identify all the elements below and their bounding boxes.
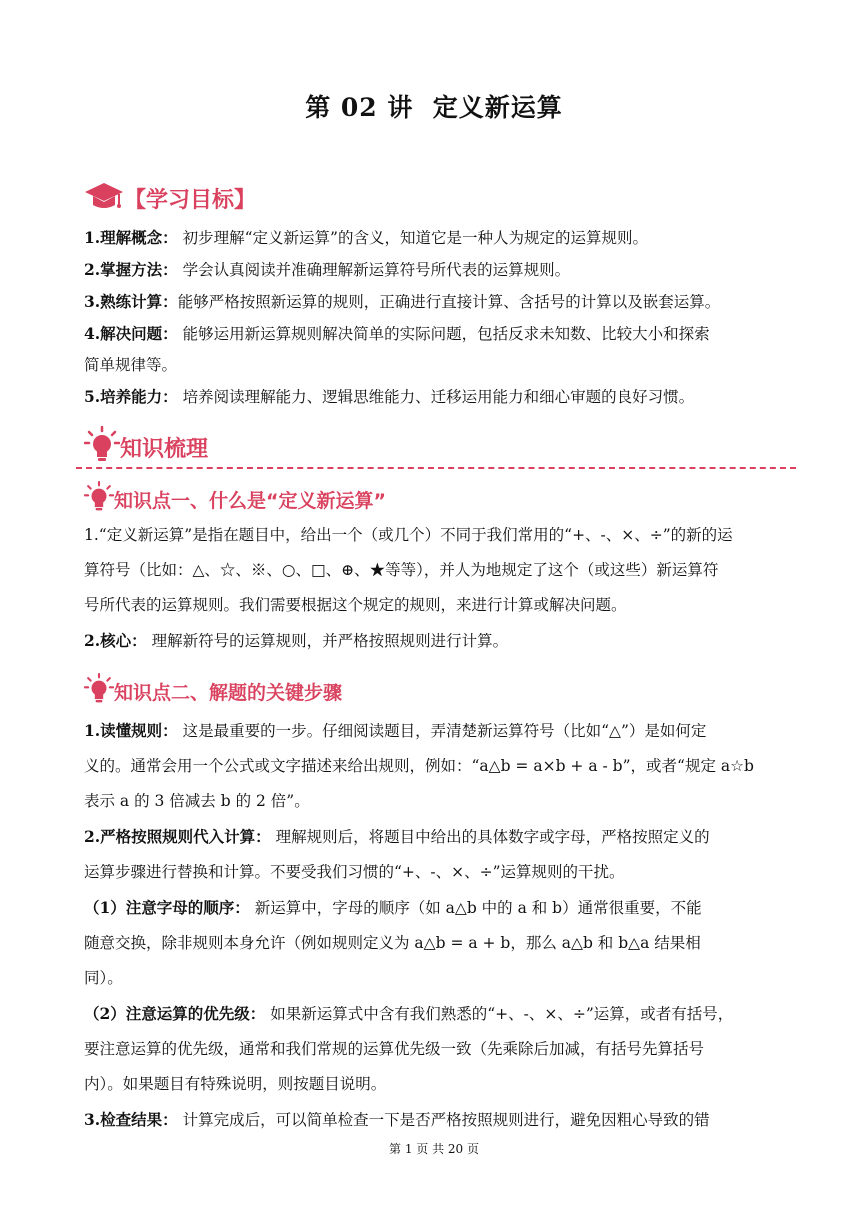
- section-divider: [76, 467, 796, 469]
- goal-item: 4.解决问题： 能够运用新运算规则解决简单的实际问题，包括反求未知数、比较大小和探索: [84, 324, 710, 343]
- point2-body: 1.读懂规则： 这是最重要的一步。仔细阅读题目，弄清楚新运算符号（比如“△”）是如何定 义的。通常会用一个公式或文字描述来给出规则，例如：“a△b = a×b + a - b”，或者“规定 a☆b 表示 a 的 3 倍减去 b 的 2 倍”。 2.严格按照规则代入计算： 理解规则后，将题目中给出的具体数字或字母，严格按照定义的 运算步骤进行替换和计算。不要受我们习惯的“+、-、×、÷”运算规则的干扰。 （1）注意字母的顺序： 新运算中，字母的顺序（如 a△b 中的 a 和 b）通常很重要，不能 随意交换，除非规则本身允许（例如规则定义为 a△b = a + b，那么 a△b 和 b△a 结果相 同）。 （2）注意运算的优先级： 如果新运算式中含有我们熟悉的“+、-、×、÷”运算，或者有括号， 要注意运算的优先级，通常和我们常规的运算优先级一致（先乘除后加减，有括号先算括号 内）。如果题目有特殊说明，则按题目说明。 3.检查结果： 计算完成后，可以简单检查一下是否严格按照规则进行，避免因粗心导致的错: [84, 721, 754, 1129]
- point1-heading: [84, 481, 386, 517]
- graduation-cap-icon: [84, 180, 124, 216]
- point2-heading-label: 知识点二、解题的关键步骤: [114, 681, 343, 704]
- lightbulb-icon: [84, 673, 114, 709]
- goals-heading-label: 【学习目标】: [124, 187, 257, 213]
- page-title: 第 02 讲 定义新运算: [305, 93, 563, 122]
- lightbulb-icon: [84, 426, 120, 468]
- goal-item: 3.熟练计算：能够严格按照新运算的规则，正确进行直接计算、含括号的计算以及嵌套运算。: [84, 292, 721, 311]
- point1-heading-label: 知识点一、什么是“定义新运算”: [114, 489, 386, 512]
- knowledge-heading: [84, 426, 208, 468]
- knowledge-heading-label: 知识梳理: [120, 436, 209, 462]
- point2-heading: [84, 673, 342, 709]
- goal-item-cont: 简单规律等。: [84, 356, 178, 374]
- goal-item: 5.培养能力： 培养阅读理解能力、逻辑思维能力、迁移运用能力和细心审题的良好习惯。: [84, 387, 695, 406]
- goals-heading: [84, 180, 256, 216]
- goal-item: 1.理解概念： 初步理解“定义新运算”的含义，知道它是一种人为规定的运算规则。: [84, 228, 648, 247]
- page-footer: 第 1 页 共 20 页: [389, 1142, 479, 1156]
- point1-body: 1.“定义新运算”是指在题目中，给出一个（或几个）不同于我们常用的“+、-、×、÷”的新的运 算符号（比如：△、☆、※、○、□、⊕、★等等），并人为地规定了这个（或这些）新运算符 号所代表的运算规则。我们需要根据这个规定的规则，来进行计算或解决问题。 2.核心： 理解新符号的运算规则，并严格按照规则进行计算。: [84, 526, 733, 650]
- lightbulb-icon: [84, 481, 114, 517]
- goal-item: 2.掌握方法： 学会认真阅读并准确理解新运算符号所代表的运算规则。: [84, 260, 571, 279]
- goals-list: [84, 222, 796, 413]
